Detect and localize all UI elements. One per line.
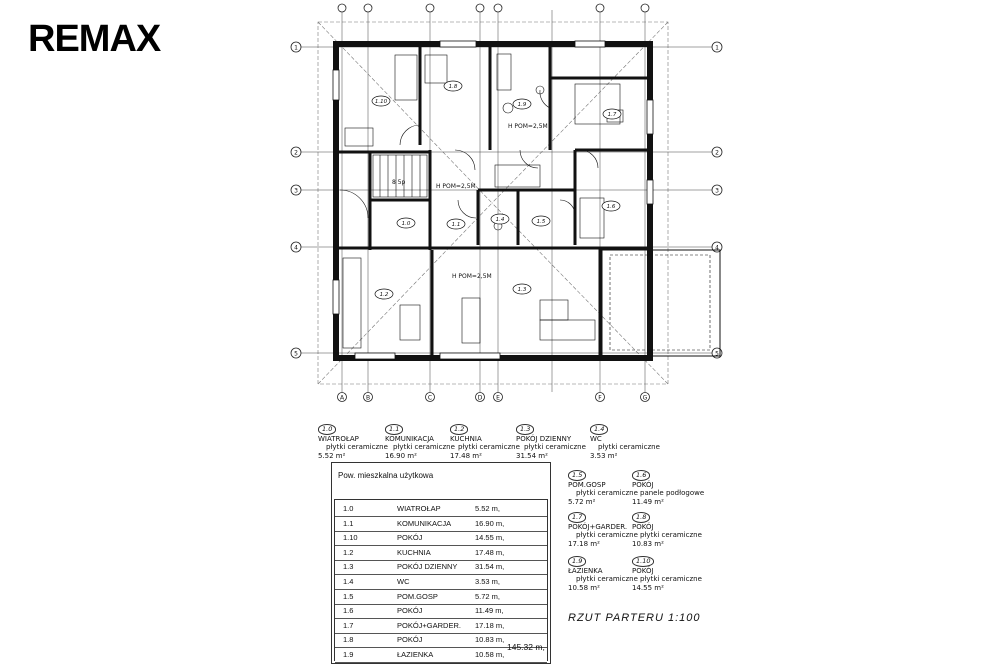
room-tag: 1.1 xyxy=(451,222,461,228)
room-label-area: 31.54 m² xyxy=(516,451,548,460)
area-row-area: 17.48 m, xyxy=(475,547,505,557)
room-label-name: ŁAZIENKA xyxy=(568,566,603,575)
room-label-name: KOMUNIKACJA xyxy=(385,434,434,443)
axis-row-label: 3 xyxy=(294,187,298,195)
area-row-name: POKÓJ+GARDER. xyxy=(397,620,461,630)
area-row-area: 16.90 m, xyxy=(475,518,505,528)
area-row-name: WC xyxy=(397,577,410,586)
axis-col-label: C xyxy=(427,394,433,402)
area-row-area: 10.58 m, xyxy=(475,650,505,659)
room-label-name: POKÓJ xyxy=(632,480,654,489)
room-label-id: 1.2 xyxy=(450,424,468,435)
axis-col-label: F xyxy=(598,394,602,402)
area-row-name: KOMUNIKACJA xyxy=(397,518,452,528)
axis-row-label: 4 xyxy=(294,244,298,252)
area-row-name: ŁAZIENKA xyxy=(397,650,434,659)
axis-col-label: E xyxy=(496,394,500,402)
room-label-area: 17.18 m² xyxy=(568,539,600,548)
area-row-id: 1.4 xyxy=(343,577,354,586)
room-label xyxy=(632,470,704,506)
room-tag: 1.3 xyxy=(517,287,527,293)
area-row-id: 1.10 xyxy=(343,533,358,543)
area-table-rule xyxy=(335,604,547,605)
room-label-id: 1.9 xyxy=(568,556,586,567)
room-label-finish: płytki ceramiczne xyxy=(326,443,388,451)
area-row-area: 5.52 m, xyxy=(475,504,501,513)
room-label-finish: płytki ceramiczne xyxy=(598,443,660,451)
room-label-name: POM.GOSP xyxy=(568,480,606,489)
area-row-id: 1.1 xyxy=(343,518,354,528)
axis-row-label: 2 xyxy=(294,149,298,157)
room-tag: 1.10 xyxy=(374,99,388,105)
area-table-rule xyxy=(335,589,547,590)
axis-bubbles xyxy=(291,4,722,402)
area-total: 145.32 m, xyxy=(507,642,545,652)
room-tag: 1.6 xyxy=(606,204,616,210)
stairs xyxy=(373,155,427,197)
area-row-id: 1.2 xyxy=(343,547,354,557)
room-label xyxy=(385,424,455,460)
area-row-name: POKÓJ xyxy=(397,606,423,616)
room-label xyxy=(632,512,702,548)
axis-col-label: D xyxy=(477,394,483,402)
axis-col-label: A xyxy=(339,394,345,402)
area-row-area: 17.18 m, xyxy=(475,620,505,630)
area-row-id: 1.9 xyxy=(343,650,354,659)
room-label-id: 1.6 xyxy=(632,470,650,481)
room-label-area: 16.90 m² xyxy=(385,451,417,460)
room-label-finish: płytki ceramiczne xyxy=(576,531,638,539)
room-label-name: WIATROŁAP xyxy=(318,434,359,443)
area-row-id: 1.3 xyxy=(343,562,354,572)
room-label-finish: płytki ceramiczne xyxy=(640,531,702,539)
room-label xyxy=(318,424,388,460)
area-row-name: POM.GOSP xyxy=(397,591,438,601)
plan-title: RZUT PARTERU 1:100 xyxy=(568,612,701,624)
height-note: H POM=2,5M xyxy=(452,273,492,280)
area-row-name: POKÓJ xyxy=(397,635,423,645)
height-note: H POM=2,5M xyxy=(436,183,476,190)
axis-col-label: G xyxy=(642,394,648,402)
area-table xyxy=(331,462,551,664)
axis-row-label: 5 xyxy=(715,350,719,358)
room-label-area: 5.52 m² xyxy=(318,451,346,460)
axis-row-label: 4 xyxy=(715,244,719,252)
room-label-finish: płytki ceramiczne xyxy=(524,443,586,451)
room-label xyxy=(516,424,586,460)
stair-note: 8 5p xyxy=(392,179,406,186)
remax-logo: REMAX xyxy=(28,18,161,60)
room-label xyxy=(568,470,638,506)
room-label-area: 14.55 m² xyxy=(632,583,664,592)
area-row-id: 1.8 xyxy=(343,635,354,645)
room-tag: 1.8 xyxy=(448,84,458,90)
room-label-area: 17.48 m² xyxy=(450,451,482,460)
room-label xyxy=(568,512,638,548)
area-row-id: 1.0 xyxy=(343,504,354,513)
area-table-rule xyxy=(335,618,547,619)
axis-row-label: 1 xyxy=(715,44,719,52)
room-label-area: 10.83 m² xyxy=(632,539,664,548)
room-label-id: 1.3 xyxy=(516,424,534,435)
area-row-id: 1.7 xyxy=(343,620,354,630)
height-note: H POM=2,5M xyxy=(508,123,548,130)
area-table-rule xyxy=(335,662,547,663)
room-label-name: POKÓJ xyxy=(632,522,654,531)
area-row-area: 11.49 m, xyxy=(475,606,504,616)
room-label-finish: płytki ceramiczne xyxy=(576,575,638,583)
room-label-id: 1.8 xyxy=(632,512,650,523)
area-table-rule xyxy=(335,531,547,532)
axis-row-label: 1 xyxy=(294,44,298,52)
room-label-name: POKÓJ xyxy=(632,566,654,575)
area-row-area: 5.72 m, xyxy=(475,591,501,601)
room-label xyxy=(632,556,702,592)
room-label-area: 5.72 m² xyxy=(568,497,596,506)
room-label-area: 11.49 m² xyxy=(632,497,664,506)
room-label-id: 1.0 xyxy=(318,424,336,435)
area-table-rule xyxy=(335,545,547,546)
area-row-name: POKÓJ DZIENNY xyxy=(397,562,458,572)
area-table-header: Pow. mieszkalna użytkowa xyxy=(338,471,434,480)
area-row-name: POKÓJ xyxy=(397,533,423,543)
room-tag: 1.0 xyxy=(401,221,411,227)
axis-col-label: B xyxy=(365,394,371,402)
room-label-id: 1.4 xyxy=(590,424,608,435)
axis-row-label: 2 xyxy=(715,149,719,157)
area-row-area: 3.53 m, xyxy=(475,577,501,586)
area-table-rule xyxy=(335,560,547,561)
area-row-name: WIATROŁAP xyxy=(397,504,441,513)
room-tag: 1.4 xyxy=(495,217,505,223)
room-label-finish: płytki ceramiczne xyxy=(640,575,702,583)
room-label xyxy=(590,424,660,460)
area-table-rule xyxy=(335,516,547,517)
room-label-name: WC xyxy=(590,434,602,443)
room-label-id: 1.10 xyxy=(632,556,654,567)
room-label-finish: płytki ceramiczne xyxy=(576,489,638,497)
room-tag: 1.9 xyxy=(517,102,527,108)
area-row-area: 14.55 m, xyxy=(475,533,505,543)
room-label-area: 10.58 m² xyxy=(568,583,600,592)
room-label-id: 1.7 xyxy=(568,512,586,523)
area-row-area: 31.54 m, xyxy=(475,562,505,572)
room-label-name: POKÓJ DZIENNY xyxy=(516,434,572,443)
area-table-body xyxy=(334,499,548,661)
room-label-area: 3.53 m² xyxy=(590,451,618,460)
axis-row-label: 5 xyxy=(294,350,298,358)
room-label-finish: płytki ceramiczne xyxy=(458,443,520,451)
interior-walls xyxy=(336,44,650,358)
room-tag: 1.7 xyxy=(607,112,617,118)
area-row-name: KUCHNIA xyxy=(397,547,431,557)
area-row-area: 10.83 m, xyxy=(475,635,505,645)
furniture xyxy=(343,54,710,350)
room-label-finish: panele podłogowe xyxy=(640,489,705,497)
area-table-rule xyxy=(335,633,547,634)
axis-row-label: 3 xyxy=(715,187,719,195)
room-tag: 1.2 xyxy=(379,292,389,298)
room-label-name: POKÓJ+GARDER. xyxy=(568,522,628,531)
room-label-name: KUCHNIA xyxy=(450,434,482,443)
room-tag: 1.5 xyxy=(536,219,546,225)
area-row-id: 1.5 xyxy=(343,591,354,601)
room-label xyxy=(568,556,638,592)
area-row-id: 1.6 xyxy=(343,606,354,616)
room-label xyxy=(450,424,520,460)
room-label-id: 1.5 xyxy=(568,470,586,481)
room-label-finish: płytki ceramiczne xyxy=(393,443,455,451)
room-label-id: 1.1 xyxy=(385,424,403,435)
area-table-rule xyxy=(335,574,547,575)
